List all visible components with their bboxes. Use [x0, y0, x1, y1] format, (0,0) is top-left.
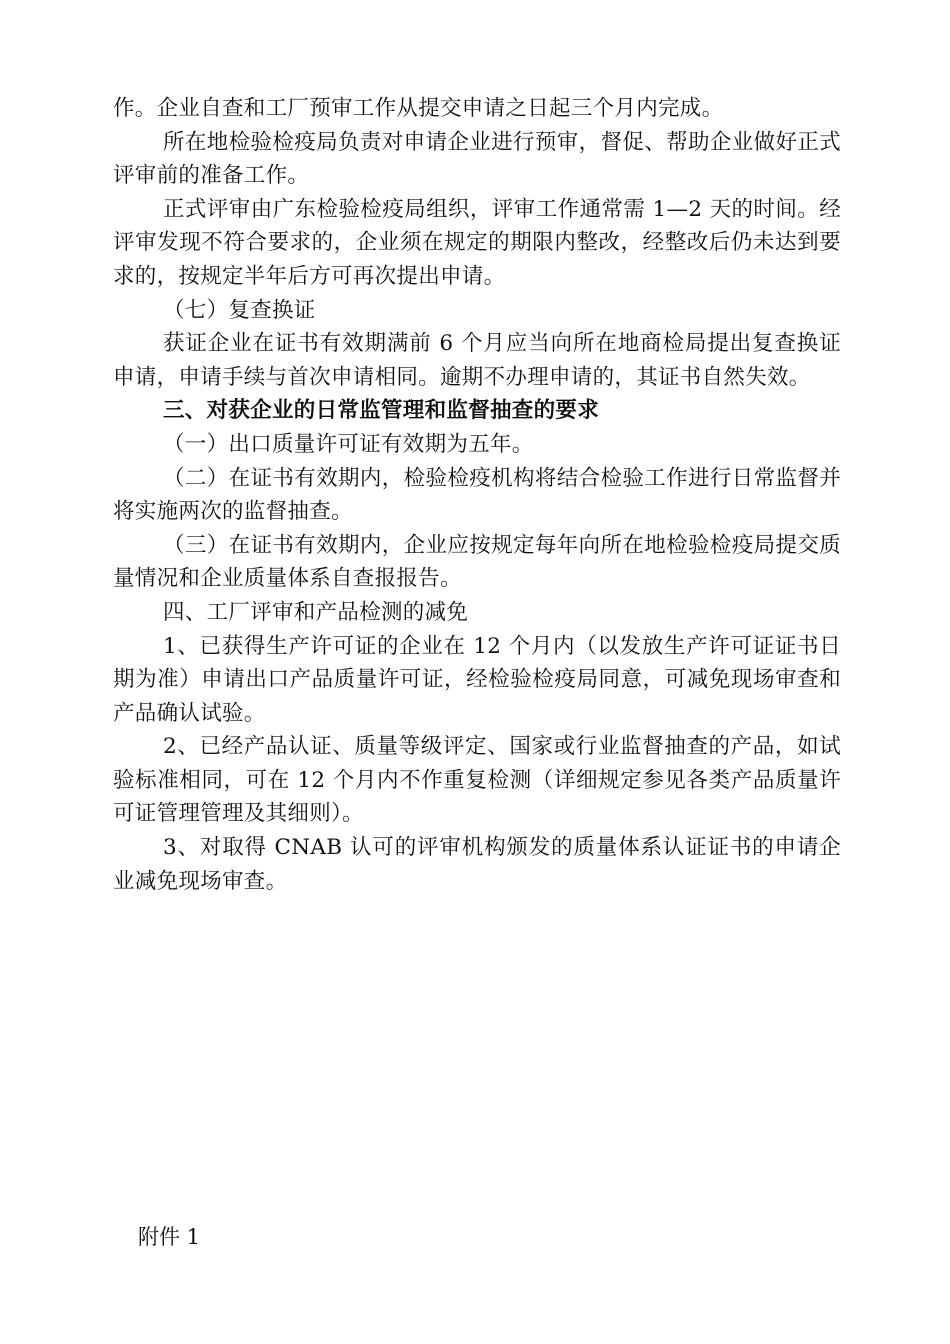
section-heading-exemption: 四、工厂评审和产品检测的减免 — [163, 599, 469, 625]
paragraph-item-2: （二）在证书有效期内，检验检疫机构将结合检验工作进行日常监督并将实施两次的监督抽查。 — [113, 465, 841, 525]
document-body — [113, 92, 841, 898]
paragraph-item-1: （一）出口质量许可证有效期为五年。 — [163, 431, 534, 457]
paragraph-prereview: 所在地检验检疫局负责对申请企业进行预审，督促、帮助企业做好正式评审前的准备工作。 — [113, 129, 841, 189]
section-heading-supervision: 三、对获企业的日常监管理和监督抽查的要求 — [163, 398, 600, 424]
paragraph-item-3: （三）在证书有效期内，企业应按规定每年向所在地检验检疫局提交质量情况和企业质量体系自查报报告。 — [113, 532, 841, 592]
paragraph-exemption-2: 2、已经产品认证、质量等级评定、国家或行业监督抽查的产品，如试验标准相同，可在 12 个月内不作重复检测（详细规定参见各类产品质量许可证管理管理及其细则）。 — [113, 734, 841, 827]
paragraph-formal-review: 正式评审由广东检验检疫局组织，评审工作通常需 1—2 天的时间。经评审发现不符合要求的，企业须在规定的期限内整改，经整改后仍未达到要求的，按规定半年后方可再次提出申请。 — [113, 196, 841, 289]
paragraph-exemption-3: 3、对取得 CNAB 认可的评审机构颁发的质量体系认证证书的申请企业减免现场审查。 — [113, 835, 841, 894]
attachment-label: 附件 1 — [138, 1225, 201, 1249]
paragraph-continuation: 作。企业自查和工厂预审工作从提交申请之日起三个月内完成。 — [113, 96, 724, 121]
subheading-renewal: （七）复查换证 — [163, 297, 316, 323]
paragraph-exemption-1: 1、已获得生产许可证的企业在 12 个月内（以发放生产许可证证书日期为准）申请出口产品质量许可证，经检验检疫局同意，可减免现场审查和产品确认试验。 — [113, 633, 841, 726]
paragraph-renewal: 获证企业在证书有效期满前 6 个月应当向所在地商检局提出复查换证申请，申请手续与首次申请相同。逾期不办理申请的，其证书自然失效。 — [113, 331, 841, 390]
